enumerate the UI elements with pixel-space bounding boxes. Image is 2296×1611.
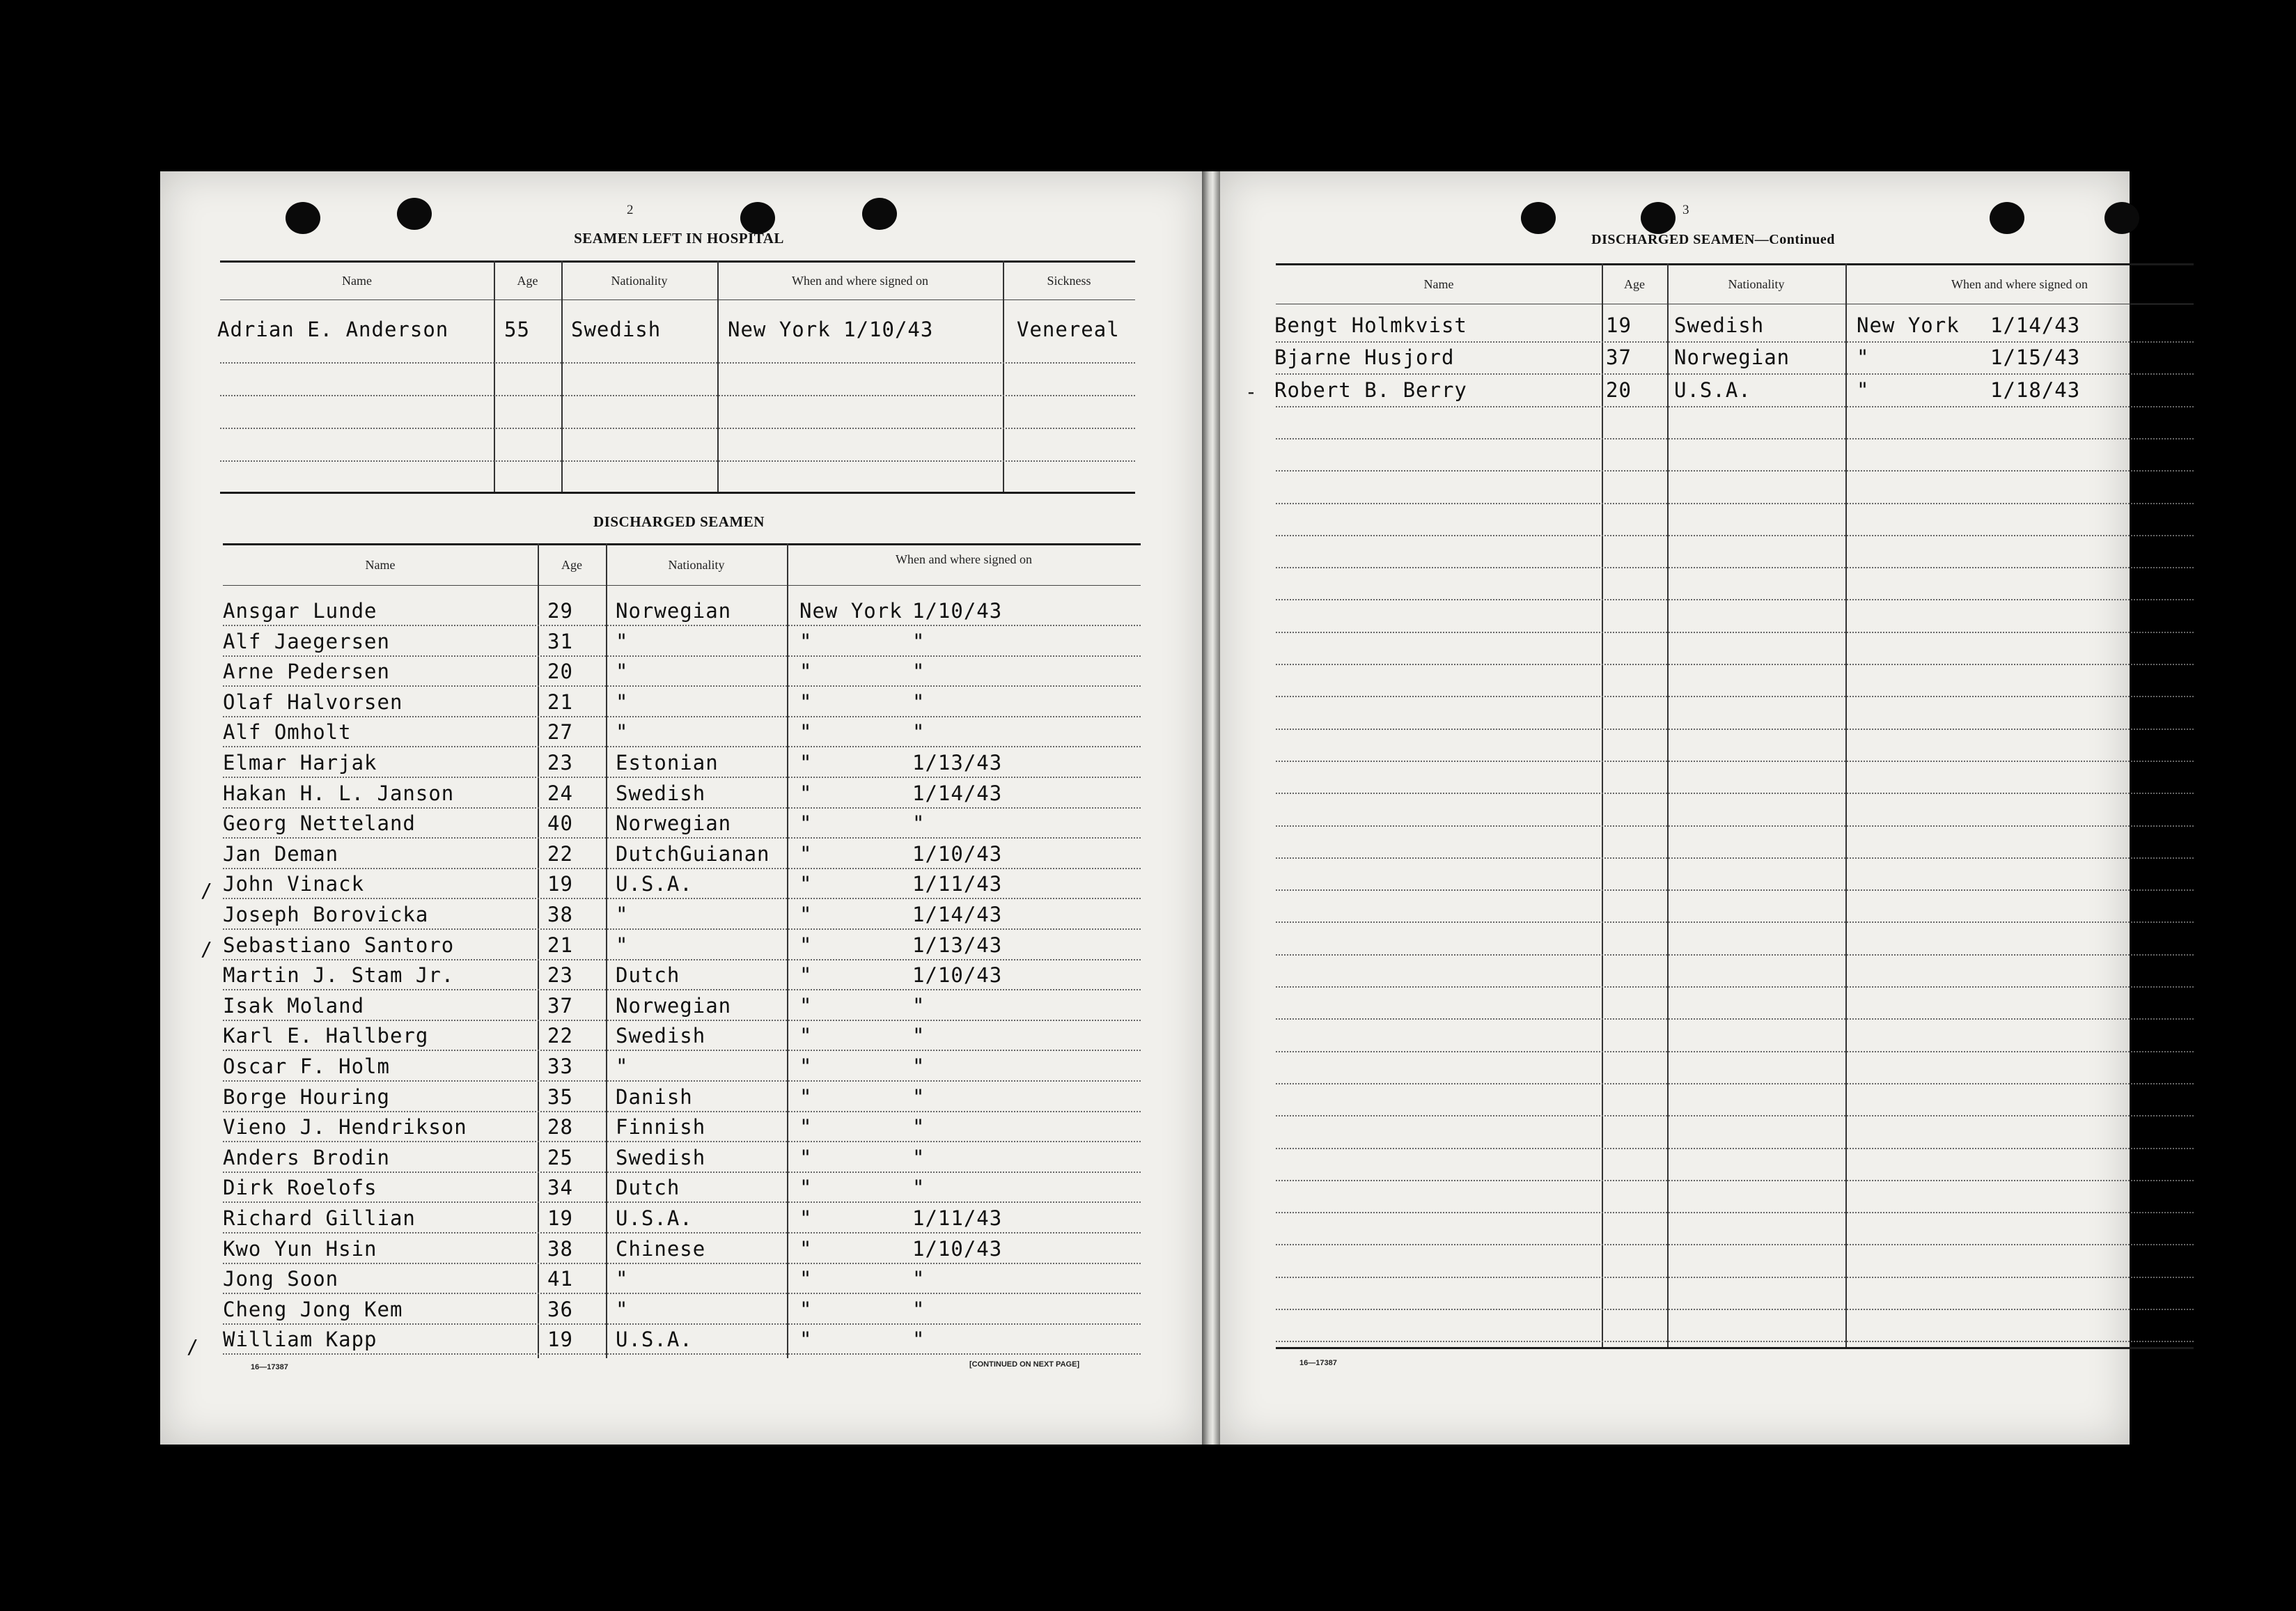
row-rule <box>1276 470 2194 472</box>
seaman-signed-place: " <box>799 1237 813 1261</box>
seaman-age: 19 <box>547 872 573 896</box>
punch-hole <box>1990 202 2024 234</box>
hospital-signed-on: New York 1/10/43 <box>728 318 934 341</box>
seaman-signed-date: 1/18/43 <box>1990 378 2081 402</box>
seaman-signed-place: " <box>799 720 813 744</box>
seaman-signed-place: " <box>799 963 813 987</box>
row-rule <box>223 1323 1141 1325</box>
seaman-signed-place: " <box>799 811 813 835</box>
seaman-age: 40 <box>547 811 573 835</box>
seaman-name: Martin J. Stam Jr. <box>223 963 455 987</box>
seaman-signed-date: 1/13/43 <box>912 933 1003 957</box>
seaman-name: Bengt Holmkvist <box>1274 313 1467 337</box>
seaman-signed-date: " <box>912 1176 926 1199</box>
seaman-name: Vieno J. Hendrikson <box>223 1115 467 1139</box>
row-rule <box>223 959 1141 960</box>
check-mark: / <box>201 879 212 902</box>
discharged-continued-heading: DISCHARGED SEAMEN—Continued <box>1591 232 1835 247</box>
seaman-age: 23 <box>547 963 573 987</box>
seaman-age: 23 <box>547 751 573 775</box>
row-rule <box>1276 438 2194 439</box>
seaman-signed-date: " <box>912 1328 926 1351</box>
row-rule <box>1276 503 2194 504</box>
row-rule <box>1276 599 2194 600</box>
seaman-signed-date: 1/11/43 <box>912 872 1003 896</box>
seaman-signed-place: " <box>799 903 813 926</box>
seaman-signed-date: 1/15/43 <box>1990 345 2081 369</box>
seaman-signed-place: New York <box>1857 313 1960 337</box>
row-rule <box>1276 406 2194 407</box>
seaman-signed-place: " <box>799 1054 813 1078</box>
row-rule <box>1276 1051 2194 1052</box>
seaman-age: 22 <box>547 1024 573 1048</box>
seaman-signed-date: " <box>912 1267 926 1291</box>
row-rule <box>223 1293 1141 1294</box>
seaman-signed-date: " <box>912 630 926 653</box>
punch-hole <box>2104 202 2139 234</box>
seaman-signed-date: 1/11/43 <box>912 1206 1003 1230</box>
seaman-name: Bjarne Husjord <box>1274 345 1455 369</box>
discharged-heading: DISCHARGED SEAMEN <box>593 513 765 530</box>
punch-hole <box>1521 202 1556 234</box>
seaman-name: Hakan H. L. Janson <box>223 781 455 805</box>
seaman-signed-place: " <box>799 1024 813 1048</box>
row-rule <box>1276 889 2194 891</box>
seaman-signed-place: " <box>799 1206 813 1230</box>
seaman-nationality: " <box>616 630 629 653</box>
seaman-signed-date: 1/10/43 <box>912 963 1003 987</box>
row-rule <box>223 625 1141 626</box>
discharged-header-signed-on: When and where signed on <box>896 552 1032 566</box>
check-mark: - <box>1245 380 1257 403</box>
seaman-nationality: U.S.A. <box>1674 378 1751 402</box>
row-rule <box>1276 761 2194 762</box>
seaman-nationality: Norwegian <box>616 994 732 1018</box>
seaman-signed-place: " <box>799 751 813 775</box>
seaman-signed-place: " <box>799 994 813 1018</box>
seaman-signed-date: 1/13/43 <box>912 751 1003 775</box>
row-rule <box>1276 729 2194 730</box>
seaman-nationality: " <box>616 1298 629 1321</box>
seaman-name: Dirk Roelofs <box>223 1176 377 1199</box>
row-rule <box>1276 1083 2194 1084</box>
hospital-header-signed-on: When and where signed on <box>792 274 928 288</box>
seaman-signed-place: " <box>799 1267 813 1291</box>
seaman-nationality: " <box>616 933 629 957</box>
seaman-age: 24 <box>547 781 573 805</box>
continued-header-nationality: Nationality <box>1728 277 1785 291</box>
seaman-name: Borge Houring <box>223 1085 390 1109</box>
row-rule <box>223 746 1141 747</box>
seaman-signed-place: " <box>799 1146 813 1169</box>
seaman-nationality: Swedish <box>616 781 706 805</box>
row-rule <box>223 898 1141 899</box>
seaman-age: 37 <box>547 994 573 1018</box>
continued-header-signed-on: When and where signed on <box>1951 277 2088 291</box>
seaman-age: 35 <box>547 1085 573 1109</box>
page-number: 3 <box>1682 203 1689 217</box>
row-rule <box>223 1111 1141 1112</box>
seaman-signed-date: 1/14/43 <box>912 781 1003 805</box>
seaman-name: Karl E. Hallberg <box>223 1024 429 1048</box>
seaman-signed-place: " <box>799 872 813 896</box>
hospital-age: 55 <box>504 318 530 341</box>
page-fold <box>1202 171 1220 1445</box>
row-rule <box>1276 664 2194 665</box>
discharged-header-age: Age <box>561 558 582 572</box>
seaman-signed-date: " <box>912 1298 926 1321</box>
seaman-age: 33 <box>547 1054 573 1078</box>
seaman-age: 38 <box>547 1237 573 1261</box>
seaman-signed-date: " <box>912 1024 926 1048</box>
seaman-nationality: Danish <box>616 1085 693 1109</box>
row-rule <box>1276 1309 2194 1310</box>
seaman-name: Georg Netteland <box>223 811 416 835</box>
seaman-age: 28 <box>547 1115 573 1139</box>
row-rule <box>1276 825 2194 827</box>
row-rule <box>223 1172 1141 1173</box>
row-rule <box>1276 857 2194 859</box>
seaman-signed-place: " <box>799 690 813 714</box>
seaman-nationality: Dutch <box>616 963 680 987</box>
seaman-name: Cheng Jong Kem <box>223 1298 403 1321</box>
seaman-signed-place: " <box>799 1298 813 1321</box>
discharged-header-nationality: Nationality <box>668 558 725 572</box>
hospital-nationality: Swedish <box>571 318 662 341</box>
seaman-nationality: Estonian <box>616 751 719 775</box>
continued-header-name: Name <box>1423 277 1454 291</box>
seaman-nationality: " <box>616 903 629 926</box>
seaman-signed-place: " <box>799 1328 813 1351</box>
seaman-age: 25 <box>547 1146 573 1169</box>
continued-note: [CONTINUED ON NEXT PAGE] <box>969 1360 1080 1369</box>
punch-hole <box>1641 202 1676 234</box>
row-rule <box>1276 632 2194 633</box>
row-rule <box>223 1020 1141 1021</box>
row-rule <box>223 837 1141 839</box>
seaman-nationality: " <box>616 690 629 714</box>
seaman-nationality: Finnish <box>616 1115 706 1139</box>
seaman-name: Elmar Harjak <box>223 751 377 775</box>
seaman-nationality: " <box>616 1267 629 1291</box>
seaman-nationality: Swedish <box>616 1024 706 1048</box>
seaman-signed-date: " <box>912 1054 926 1078</box>
row-rule <box>1276 921 2194 923</box>
seaman-nationality: Chinese <box>616 1237 706 1261</box>
seaman-name: William Kapp <box>223 1328 377 1351</box>
punch-hole <box>286 202 320 234</box>
seaman-name: Sebastiano Santoro <box>223 933 455 957</box>
seaman-name: Ansgar Lunde <box>223 599 377 623</box>
check-mark: / <box>201 937 212 960</box>
row-rule <box>223 928 1141 930</box>
seaman-signed-place: New York <box>799 599 903 623</box>
seaman-name: Olaf Halvorsen <box>223 690 403 714</box>
row-rule <box>1276 1244 2194 1245</box>
seaman-nationality: " <box>616 660 629 683</box>
seaman-nationality: DutchGuianan <box>616 842 770 866</box>
seaman-age: 19 <box>1606 313 1632 337</box>
hospital-sickness: Venereal <box>1017 318 1120 341</box>
seaman-signed-date: " <box>912 720 926 744</box>
seaman-signed-date: " <box>912 1085 926 1109</box>
seaman-name: Joseph Borovicka <box>223 903 429 926</box>
seaman-nationality: " <box>616 720 629 744</box>
seaman-name: Arne Pedersen <box>223 660 390 683</box>
seaman-nationality: " <box>616 1054 629 1078</box>
seaman-name: Isak Moland <box>223 994 365 1018</box>
row-rule <box>1276 793 2194 794</box>
seaman-name: Robert B. Berry <box>1274 378 1467 402</box>
row-rule <box>223 1232 1141 1233</box>
seaman-signed-date: " <box>912 811 926 835</box>
seaman-signed-place: " <box>799 1176 813 1199</box>
hospital-heading: SEAMEN LEFT IN HOSPITAL <box>574 230 784 247</box>
hospital-header-age: Age <box>517 274 538 288</box>
seaman-nationality: U.S.A. <box>616 1328 693 1351</box>
row-rule <box>1276 567 2194 568</box>
seaman-nationality: Norwegian <box>1674 345 1790 369</box>
seaman-name: Anders Brodin <box>223 1146 390 1169</box>
row-rule <box>223 716 1141 717</box>
seaman-age: 34 <box>547 1176 573 1199</box>
seaman-name: Richard Gillian <box>223 1206 416 1230</box>
seaman-age: 31 <box>547 630 573 653</box>
seaman-age: 29 <box>547 599 573 623</box>
page-number: 2 <box>627 203 634 217</box>
seaman-signed-place: " <box>799 933 813 957</box>
row-rule <box>223 777 1141 778</box>
row-rule <box>1276 373 2194 375</box>
seaman-name: Jan Deman <box>223 842 339 866</box>
seaman-name: Jong Soon <box>223 1267 339 1291</box>
row-rule <box>1276 696 2194 697</box>
seaman-age: 37 <box>1606 345 1632 369</box>
seaman-nationality: Norwegian <box>616 599 732 623</box>
row-rule <box>1276 954 2194 956</box>
form-number: 16—17387 <box>1299 1359 1337 1367</box>
seaman-age: 19 <box>547 1206 573 1230</box>
seaman-age: 41 <box>547 1267 573 1291</box>
seaman-age: 27 <box>547 720 573 744</box>
seaman-age: 38 <box>547 903 573 926</box>
seaman-name: Alf Jaegersen <box>223 630 390 653</box>
seaman-age: 21 <box>547 690 573 714</box>
hospital-header-sickness: Sickness <box>1047 274 1091 288</box>
seaman-age: 20 <box>1606 378 1632 402</box>
row-rule <box>1276 1212 2194 1213</box>
seaman-age: 21 <box>547 933 573 957</box>
seaman-signed-date: " <box>912 994 926 1018</box>
seaman-age: 22 <box>547 842 573 866</box>
seaman-signed-date: 1/10/43 <box>912 842 1003 866</box>
seaman-signed-date: 1/14/43 <box>912 903 1003 926</box>
seaman-signed-place: " <box>799 781 813 805</box>
seaman-signed-date: " <box>912 1146 926 1169</box>
punch-hole <box>862 198 897 230</box>
row-rule <box>223 655 1141 657</box>
seaman-signed-date: 1/10/43 <box>912 1237 1003 1261</box>
row-rule <box>1276 1341 2194 1342</box>
seaman-nationality: U.S.A. <box>616 872 693 896</box>
seaman-name: Kwo Yun Hsin <box>223 1237 377 1261</box>
seaman-name: John Vinack <box>223 872 365 896</box>
seaman-signed-date: 1/10/43 <box>912 599 1003 623</box>
row-rule <box>223 1080 1141 1082</box>
seaman-signed-date: " <box>912 690 926 714</box>
row-rule <box>223 989 1141 990</box>
row-rule <box>1276 341 2194 343</box>
row-rule <box>223 1201 1141 1203</box>
row-rule <box>223 1050 1141 1051</box>
seaman-signed-date: " <box>912 660 926 683</box>
seaman-signed-date: " <box>912 1115 926 1139</box>
seaman-signed-date: 1/14/43 <box>1990 313 2081 337</box>
seaman-signed-place: " <box>1857 345 1870 369</box>
seaman-age: 20 <box>547 660 573 683</box>
seaman-signed-place: " <box>1857 378 1870 402</box>
seaman-age: 36 <box>547 1298 573 1321</box>
form-number: 16—17387 <box>251 1363 288 1371</box>
hospital-header-nationality: Nationality <box>611 274 668 288</box>
seaman-name: Oscar F. Holm <box>223 1054 390 1078</box>
row-rule <box>1276 986 2194 988</box>
seaman-signed-place: " <box>799 630 813 653</box>
row-rule <box>1276 1018 2194 1020</box>
discharged-header-name: Name <box>365 558 396 572</box>
row-rule <box>1276 1148 2194 1149</box>
seaman-signed-place: " <box>799 1115 813 1139</box>
seaman-signed-place: " <box>799 842 813 866</box>
seaman-signed-place: " <box>799 1085 813 1109</box>
seaman-nationality: Dutch <box>616 1176 680 1199</box>
seaman-nationality: Swedish <box>1674 313 1765 337</box>
continued-header-age: Age <box>1624 277 1645 291</box>
hospital-name: Adrian E. Anderson <box>217 318 449 341</box>
seaman-signed-place: " <box>799 660 813 683</box>
row-rule <box>1276 1180 2194 1181</box>
row-rule <box>223 807 1141 809</box>
row-rule <box>1276 1277 2194 1278</box>
seaman-age: 19 <box>547 1328 573 1351</box>
row-rule <box>223 685 1141 687</box>
punch-hole <box>397 198 432 230</box>
hospital-header-name: Name <box>342 274 372 288</box>
row-rule <box>223 868 1141 869</box>
seaman-nationality: U.S.A. <box>616 1206 693 1230</box>
row-rule <box>223 1263 1141 1264</box>
row-rule <box>223 1141 1141 1142</box>
check-mark: / <box>187 1335 198 1358</box>
row-rule <box>1276 535 2194 536</box>
seaman-nationality: Swedish <box>616 1146 706 1169</box>
row-rule <box>223 1353 1141 1355</box>
seaman-name: Alf Omholt <box>223 720 352 744</box>
row-rule <box>1276 1115 2194 1116</box>
seaman-nationality: Norwegian <box>616 811 732 835</box>
